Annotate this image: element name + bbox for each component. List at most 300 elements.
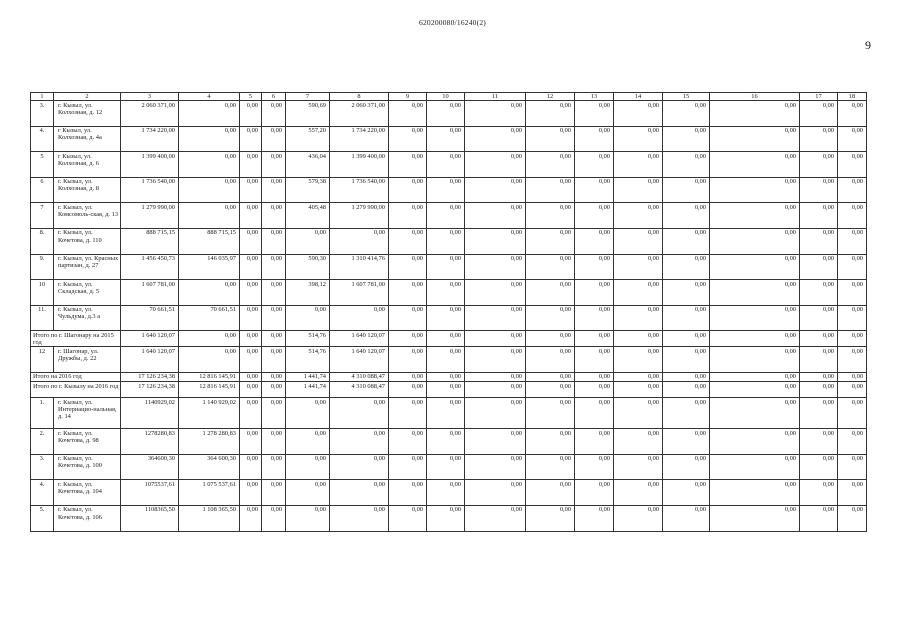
value-cell: 0,00: [663, 203, 710, 229]
value-cell: 579,38: [286, 177, 330, 203]
value-cell: 1075537,61: [121, 480, 179, 506]
table-row: [31, 152, 867, 178]
value-cell: 0,00: [710, 372, 800, 381]
value-cell: 0,00: [663, 382, 710, 398]
value-cell: 0,00: [663, 305, 710, 331]
value-cell: 0,00: [838, 126, 867, 152]
value-cell: 0,00: [262, 152, 286, 178]
value-cell: 0,00: [240, 398, 262, 429]
value-cell: 0,00: [800, 228, 838, 254]
total-label-cell: Итого по г. Кызылу на 2016 год: [31, 382, 121, 398]
value-cell: 0,00: [262, 228, 286, 254]
value-cell: 0,00: [240, 429, 262, 455]
value-cell: 0,00: [710, 454, 800, 480]
value-cell: 0,00: [663, 228, 710, 254]
address-cell: г. Кызыл, ул. Колхозная, д. 12: [54, 101, 121, 127]
value-cell: 0,00: [179, 280, 240, 306]
column-header: 18: [838, 93, 867, 101]
value-cell: 0,00: [710, 280, 800, 306]
value-cell: 0,00: [838, 101, 867, 127]
value-cell: 0,00: [575, 280, 614, 306]
row-number-cell: 4.: [31, 126, 54, 152]
value-cell: 590,30: [286, 254, 330, 280]
value-cell: 0,00: [614, 228, 663, 254]
value-cell: 0,00: [465, 480, 526, 506]
value-cell: 0,00: [710, 347, 800, 373]
value-cell: 0,00: [800, 331, 838, 347]
value-cell: 0,00: [838, 152, 867, 178]
value-cell: 0,00: [575, 177, 614, 203]
value-cell: 0,00: [575, 429, 614, 455]
value-cell: 0,00: [614, 372, 663, 381]
value-cell: 0,00: [389, 429, 427, 455]
value-cell: 0,00: [800, 305, 838, 331]
value-cell: 0,00: [465, 126, 526, 152]
value-cell: 0,00: [575, 254, 614, 280]
value-cell: 0,00: [389, 347, 427, 373]
value-cell: 0,00: [838, 454, 867, 480]
value-cell: 0,00: [526, 382, 575, 398]
row-number-cell: 3.: [31, 454, 54, 480]
value-cell: 0,00: [465, 454, 526, 480]
value-cell: 0,00: [179, 101, 240, 127]
row-number-cell: 5: [31, 152, 54, 178]
value-cell: 0,00: [389, 331, 427, 347]
row-number-cell: 4.: [31, 480, 54, 506]
value-cell: 0,00: [330, 228, 389, 254]
value-cell: 0,00: [663, 152, 710, 178]
total-label-cell: Итого на 2016 год: [31, 372, 121, 381]
value-cell: 0,00: [526, 177, 575, 203]
value-cell: 0,00: [240, 280, 262, 306]
value-cell: 514,76: [286, 347, 330, 373]
value-cell: 0,00: [614, 177, 663, 203]
value-cell: 0,00: [663, 372, 710, 381]
value-cell: 2 060 371,00: [330, 101, 389, 127]
value-cell: 0,00: [710, 203, 800, 229]
value-cell: 0,00: [240, 347, 262, 373]
value-cell: 0,00: [838, 305, 867, 331]
value-cell: 0,00: [389, 228, 427, 254]
value-cell: 0,00: [389, 101, 427, 127]
value-cell: 0,00: [575, 372, 614, 381]
table-row: [31, 505, 867, 531]
value-cell: 0,00: [427, 177, 465, 203]
address-cell: г Кызыл, ул. Колхозная, д. 6: [54, 152, 121, 178]
table-row: [31, 126, 867, 152]
column-header: 11: [465, 93, 526, 101]
row-number-cell: 12: [31, 347, 54, 373]
value-cell: 0,00: [800, 203, 838, 229]
column-header: 8: [330, 93, 389, 101]
value-cell: 0,00: [838, 372, 867, 381]
table-row: [31, 480, 867, 506]
value-cell: 0,00: [526, 454, 575, 480]
value-cell: 1 736 540,00: [330, 177, 389, 203]
value-cell: 0,00: [240, 228, 262, 254]
value-cell: 0,00: [465, 347, 526, 373]
value-cell: 0,00: [262, 454, 286, 480]
value-cell: 0,00: [286, 228, 330, 254]
value-cell: 0,00: [663, 101, 710, 127]
value-cell: 4 310 088,47: [330, 382, 389, 398]
value-cell: 0,00: [240, 372, 262, 381]
page-number: 9: [865, 38, 871, 52]
value-cell: 0,00: [389, 152, 427, 178]
value-cell: 0,00: [575, 398, 614, 429]
value-cell: 0,00: [286, 305, 330, 331]
value-cell: 0,00: [526, 398, 575, 429]
value-cell: 0,00: [800, 101, 838, 127]
value-cell: 590,69: [286, 101, 330, 127]
table-row: [31, 347, 867, 373]
value-cell: 0,00: [800, 398, 838, 429]
value-cell: 0,00: [800, 505, 838, 531]
value-cell: 0,00: [614, 305, 663, 331]
value-cell: 557,20: [286, 126, 330, 152]
value-cell: 12 816 145,91: [179, 382, 240, 398]
column-header: 6: [262, 93, 286, 101]
value-cell: 0,00: [838, 331, 867, 347]
value-cell: 0,00: [710, 126, 800, 152]
table-row: [31, 429, 867, 455]
value-cell: 0,00: [427, 382, 465, 398]
column-header: 3: [121, 93, 179, 101]
column-header: 1: [31, 93, 54, 101]
value-cell: 1 736 540,00: [121, 177, 179, 203]
value-cell: 0,00: [389, 480, 427, 506]
value-cell: 0,00: [663, 454, 710, 480]
value-cell: 17 126 234,38: [121, 372, 179, 381]
value-cell: 0,00: [800, 372, 838, 381]
value-cell: 1140929,02: [121, 398, 179, 429]
value-cell: 0,00: [262, 382, 286, 398]
value-cell: 1 075 537,61: [179, 480, 240, 506]
value-cell: 0,00: [286, 505, 330, 531]
value-cell: 0,00: [800, 429, 838, 455]
value-cell: 0,00: [427, 331, 465, 347]
row-number-cell: 1.: [31, 398, 54, 429]
value-cell: 0,00: [710, 398, 800, 429]
value-cell: 1108365,50: [121, 505, 179, 531]
value-cell: 0,00: [427, 280, 465, 306]
address-cell: г. Кызыл, ул. Кочетова, д. 100: [54, 454, 121, 480]
table-row: [31, 101, 867, 127]
value-cell: 0,00: [262, 372, 286, 381]
total-row: [31, 382, 867, 398]
value-cell: 70 661,51: [179, 305, 240, 331]
value-cell: 1 640 120,07: [330, 331, 389, 347]
value-cell: 0,00: [427, 254, 465, 280]
value-cell: 0,00: [240, 331, 262, 347]
value-cell: 0,00: [710, 228, 800, 254]
value-cell: 0,00: [526, 280, 575, 306]
value-cell: 0,00: [575, 454, 614, 480]
value-cell: 0,00: [614, 398, 663, 429]
value-cell: 0,00: [262, 429, 286, 455]
table-row: [31, 254, 867, 280]
value-cell: 0,00: [526, 429, 575, 455]
value-cell: 1 640 120,07: [121, 331, 179, 347]
value-cell: 0,00: [389, 454, 427, 480]
address-cell: г. Кызыл, ул. Колхозная, д. 8: [54, 177, 121, 203]
value-cell: 0,00: [240, 382, 262, 398]
value-cell: 0,00: [838, 203, 867, 229]
value-cell: 0,00: [663, 331, 710, 347]
value-cell: 0,00: [262, 305, 286, 331]
value-cell: 1278280,83: [121, 429, 179, 455]
value-cell: 0,00: [663, 347, 710, 373]
value-cell: 0,00: [389, 280, 427, 306]
column-header-row: [31, 93, 867, 101]
address-cell: г. Кызыл, ул. Интернацио-нальная, д. 14: [54, 398, 121, 429]
value-cell: 1 734 220,00: [121, 126, 179, 152]
value-cell: 0,00: [389, 203, 427, 229]
value-cell: 0,00: [614, 101, 663, 127]
value-cell: 0,00: [614, 480, 663, 506]
value-cell: 0,00: [800, 126, 838, 152]
value-cell: 0,00: [575, 305, 614, 331]
value-cell: 1 278 280,83: [179, 429, 240, 455]
value-cell: 0,00: [838, 505, 867, 531]
value-cell: 17 126 234,38: [121, 382, 179, 398]
table-row: [31, 454, 867, 480]
value-cell: 0,00: [663, 177, 710, 203]
value-cell: 0,00: [614, 203, 663, 229]
value-cell: 405,48: [286, 203, 330, 229]
value-cell: 0,00: [330, 305, 389, 331]
value-cell: 0,00: [465, 398, 526, 429]
address-cell: г. Кызыл, ул. Кочетова, д. 104: [54, 480, 121, 506]
column-header: 7: [286, 93, 330, 101]
value-cell: 0,00: [800, 177, 838, 203]
value-cell: 0,00: [710, 254, 800, 280]
value-cell: 0,00: [389, 254, 427, 280]
value-cell: 0,00: [575, 382, 614, 398]
value-cell: 0,00: [710, 429, 800, 455]
value-cell: 0,00: [465, 305, 526, 331]
row-number-cell: 5.: [31, 505, 54, 531]
value-cell: 0,00: [262, 126, 286, 152]
value-cell: 436,04: [286, 152, 330, 178]
address-cell: г. Кызыл, ул. Кочетова, д. 106: [54, 505, 121, 531]
column-header: 10: [427, 93, 465, 101]
column-header: 13: [575, 93, 614, 101]
row-number-cell: 6: [31, 177, 54, 203]
table-row: [31, 177, 867, 203]
value-cell: 0,00: [575, 505, 614, 531]
column-header: 17: [800, 93, 838, 101]
value-cell: 0,00: [663, 505, 710, 531]
value-cell: 0,00: [240, 203, 262, 229]
value-cell: 0,00: [663, 429, 710, 455]
value-cell: 0,00: [526, 152, 575, 178]
value-cell: 0,00: [465, 429, 526, 455]
value-cell: 0,00: [710, 505, 800, 531]
value-cell: 0,00: [575, 228, 614, 254]
value-cell: 0,00: [389, 126, 427, 152]
total-label-cell: Итого по г. Шагонару на 2015 год: [31, 331, 121, 347]
value-cell: 0,00: [710, 480, 800, 506]
value-cell: 0,00: [179, 152, 240, 178]
value-cell: 0,00: [575, 480, 614, 506]
value-cell: 0,00: [389, 177, 427, 203]
value-cell: 0,00: [427, 372, 465, 381]
value-cell: 0,00: [838, 254, 867, 280]
row-number-cell: 3.: [31, 101, 54, 127]
value-cell: 0,00: [465, 101, 526, 127]
value-cell: 0,00: [614, 382, 663, 398]
value-cell: 0,00: [800, 382, 838, 398]
value-cell: 0,00: [614, 126, 663, 152]
address-cell: г Кызыл, ул. Колхозная, д. 4а: [54, 126, 121, 152]
value-cell: 0,00: [286, 454, 330, 480]
value-cell: 0,00: [427, 347, 465, 373]
value-cell: 0,00: [800, 454, 838, 480]
table-row: [31, 305, 867, 331]
table-row: [31, 203, 867, 229]
value-cell: 0,00: [179, 203, 240, 229]
value-cell: 0,00: [330, 505, 389, 531]
value-cell: 0,00: [526, 347, 575, 373]
value-cell: 0,00: [427, 101, 465, 127]
value-cell: 0,00: [427, 305, 465, 331]
value-cell: 0,00: [614, 152, 663, 178]
value-cell: 0,00: [262, 398, 286, 429]
value-cell: 398,12: [286, 280, 330, 306]
value-cell: 0,00: [710, 305, 800, 331]
value-cell: 70 661,51: [121, 305, 179, 331]
value-cell: 1 456 450,73: [121, 254, 179, 280]
value-cell: 0,00: [838, 228, 867, 254]
value-cell: 0,00: [427, 398, 465, 429]
value-cell: 0,00: [465, 177, 526, 203]
value-cell: 0,00: [575, 126, 614, 152]
value-cell: 1 108 365,50: [179, 505, 240, 531]
value-cell: 0,00: [286, 429, 330, 455]
column-header: 5: [240, 93, 262, 101]
value-cell: 888 715,15: [179, 228, 240, 254]
value-cell: 0,00: [838, 480, 867, 506]
value-cell: 0,00: [526, 505, 575, 531]
address-cell: г. Кызыл, ул. Чульдума, д.3 а: [54, 305, 121, 331]
value-cell: 0,00: [240, 254, 262, 280]
value-cell: 0,00: [262, 280, 286, 306]
value-cell: 0,00: [663, 254, 710, 280]
value-cell: 0,00: [800, 347, 838, 373]
column-header: 16: [710, 93, 800, 101]
value-cell: 0,00: [286, 480, 330, 506]
column-header: 4: [179, 93, 240, 101]
value-cell: 0,00: [465, 382, 526, 398]
value-cell: 0,00: [389, 372, 427, 381]
value-cell: 0,00: [465, 372, 526, 381]
value-cell: 1 140 929,02: [179, 398, 240, 429]
value-cell: 0,00: [663, 280, 710, 306]
value-cell: 0,00: [838, 382, 867, 398]
value-cell: 0,00: [800, 480, 838, 506]
value-cell: 0,00: [389, 382, 427, 398]
value-cell: 0,00: [614, 254, 663, 280]
row-number-cell: 10: [31, 280, 54, 306]
value-cell: 364 600,30: [179, 454, 240, 480]
value-cell: 0,00: [262, 101, 286, 127]
value-cell: 0,00: [663, 126, 710, 152]
value-cell: 0,00: [427, 480, 465, 506]
value-cell: 0,00: [838, 347, 867, 373]
value-cell: 0,00: [427, 505, 465, 531]
value-cell: 0,00: [262, 505, 286, 531]
value-cell: 0,00: [240, 101, 262, 127]
value-cell: 1 399 400,00: [330, 152, 389, 178]
value-cell: 0,00: [710, 177, 800, 203]
value-cell: 514,76: [286, 331, 330, 347]
table-row: [31, 398, 867, 429]
value-cell: 0,00: [575, 101, 614, 127]
value-cell: 0,00: [240, 177, 262, 203]
value-cell: 0,00: [262, 480, 286, 506]
total-row: [31, 331, 867, 347]
value-cell: 0,00: [465, 331, 526, 347]
document-number: 620200080/16240(2): [419, 18, 486, 27]
row-number-cell: 2.: [31, 429, 54, 455]
value-cell: 1 441,74: [286, 372, 330, 381]
value-cell: 1 607 781,00: [330, 280, 389, 306]
value-cell: 0,00: [427, 152, 465, 178]
value-cell: 1 279 990,00: [121, 203, 179, 229]
value-cell: 0,00: [526, 305, 575, 331]
value-cell: 364600,30: [121, 454, 179, 480]
value-cell: 0,00: [575, 203, 614, 229]
value-cell: 0,00: [614, 454, 663, 480]
value-cell: 4 310 088,47: [330, 372, 389, 381]
value-cell: 0,00: [800, 152, 838, 178]
value-cell: 0,00: [838, 280, 867, 306]
column-header: 9: [389, 93, 427, 101]
value-cell: 0,00: [389, 398, 427, 429]
value-cell: 12 816 145,91: [179, 372, 240, 381]
value-cell: 0,00: [575, 347, 614, 373]
value-cell: 0,00: [240, 305, 262, 331]
total-row: [31, 372, 867, 381]
value-cell: 0,00: [710, 101, 800, 127]
value-cell: 0,00: [575, 331, 614, 347]
value-cell: 0,00: [465, 254, 526, 280]
value-cell: 0,00: [262, 254, 286, 280]
value-cell: 1 607 781,00: [121, 280, 179, 306]
value-cell: 0,00: [465, 152, 526, 178]
value-cell: 1 734 220,00: [330, 126, 389, 152]
value-cell: 0,00: [526, 331, 575, 347]
value-cell: 0,00: [838, 429, 867, 455]
value-cell: 1 399 400,00: [121, 152, 179, 178]
value-cell: 0,00: [465, 505, 526, 531]
value-cell: 0,00: [427, 203, 465, 229]
value-cell: 0,00: [262, 331, 286, 347]
value-cell: 0,00: [710, 382, 800, 398]
value-cell: 0,00: [389, 505, 427, 531]
value-cell: 0,00: [179, 331, 240, 347]
value-cell: 0,00: [710, 152, 800, 178]
data-table: [30, 92, 867, 532]
value-cell: 0,00: [330, 429, 389, 455]
value-cell: 0,00: [179, 177, 240, 203]
value-cell: 0,00: [179, 126, 240, 152]
value-cell: 0,00: [614, 347, 663, 373]
value-cell: 0,00: [526, 254, 575, 280]
value-cell: 0,00: [526, 480, 575, 506]
value-cell: 0,00: [465, 280, 526, 306]
